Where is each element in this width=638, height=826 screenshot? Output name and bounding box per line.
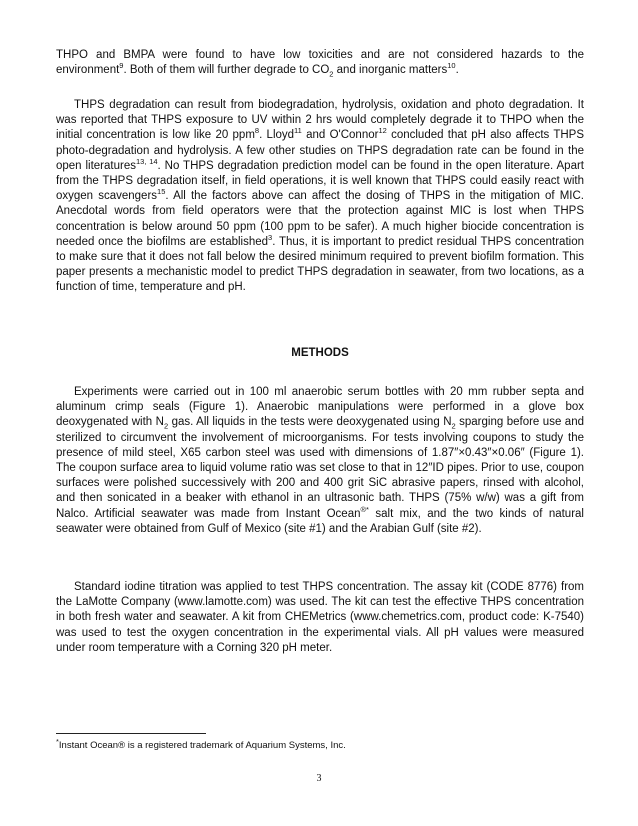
text-run: salt mix, and the two kinds of natural seawater were obtained from Gulf of Mexico (site #1) and the Arabian Gulf (site #2). — [56, 507, 584, 535]
text-run: concluded that pH also affects THPS photo-degradation and hydrolysis. A few other studies on THPS degradation rate can be found in the open literatures — [56, 129, 585, 172]
text-run: . Lloyd — [259, 129, 295, 142]
text-run: Experiments were carried out in 100 ml anaerobic serum bottles with 20 mm rubber septa and aluminum crimp seals (Figure 1). Anaerobic manipulations were performed in a glove box deoxygenated with N — [56, 386, 584, 429]
footnote-text: Instant Ocean® is a registered trademark of Aquarium Systems, Inc. — [58, 740, 346, 751]
paragraph-toxicity — [56, 48, 584, 78]
text-run: THPO and BMPA were found to have low toxicities and are not considered hazards to the environment — [56, 49, 584, 77]
citation-ref: 11 — [294, 126, 302, 136]
citation-ref: 13, 14 — [135, 156, 158, 166]
text-run: and O'Connor — [301, 129, 379, 142]
citation-ref: 15 — [157, 187, 166, 197]
text-run: . No THPS degradation prediction model can be found in the open literature. Apart from the THPS degradation itself, in field operations, it is well known that THPS could easily react with oxygen scavengers — [56, 159, 584, 203]
text-run: . Thus, it is important to predict residual THPS concentration to make sure that it does not fall below the desired minimum required to prevent biofilm formation. This paper presents a mechanistic model to predict THPS degradation in seawater, from two locations, as a function of time, temperature and pH. — [56, 235, 584, 294]
subscript: 2 — [451, 421, 456, 431]
paragraph-experiments — [56, 385, 584, 537]
text-run: and inorganic matters — [333, 64, 448, 77]
trademark-ref: ®* — [360, 504, 369, 514]
citation-ref: 10 — [447, 61, 456, 71]
footnote-marker: * — [56, 736, 59, 746]
page-number: 3 — [316, 773, 322, 784]
footnote-divider — [56, 733, 206, 734]
text-run: gas. All liquids in the tests were deoxygenated using N — [168, 416, 452, 429]
citation-ref: 9 — [119, 61, 124, 71]
paragraph-titration: Standard iodine titration was applied to test THPS concentration. The assay kit (CODE 8776) from the LaMotte Company (www.lamotte.com) was used. The kit can test the effective THPS concentration in both fresh water and seawater. A kit from CHEMetrics (www.chemetrics.com, product code: K-7540) was used to test the oxygen concentration in the experimental vials. All pH values were measured under room temperature with a Corning 320 pH meter. — [56, 581, 584, 654]
text-run: THPS degradation can result from biodegradation, hydrolysis, oxidation and photo degradation. It was reported that THPS exposure to UV within 2 hrs would completely degrade it to THPO when the initial concentration is low like 20 ppm — [56, 99, 584, 142]
text-run: . All the factors above can affect the dosing of THPS in the mitigation of MIC. Anecdotal words from field operators were that the protection against MIC is lost when THPS concentration is below around 50 ppm (100 ppm to be safer). A much higher biocide concentration is needed once the biofilms are established — [56, 190, 584, 248]
text-run: . Both of them will further degrade to CO — [123, 64, 330, 77]
citation-ref: 8 — [254, 126, 260, 136]
subscript: 2 — [163, 421, 169, 431]
text-run: sparging before use and sterilized to circumvent the involvement of microorganisms. For tests involving coupons to study the presence of mild steel, X65 carbon steel was used with dimensions of 1.87″×0.43″×0.06″ (Figure 1). The coupon surface area to liquid volume ratio was set close to that in 12″ID pipes. Prior to use, coupon surfaces were polished successively with 200 and 400 grit SiC abrasive papers, rinsed with alcohol, and then sonicated in a beaker with ethanol in an ultrasonic bath. THPS (75% w/w) was a gift from Nalco. Artificial seawater was made from Instant Ocean — [56, 416, 584, 520]
text-run: . — [455, 64, 459, 77]
subscript: 2 — [329, 69, 334, 79]
footnote — [56, 736, 346, 751]
section-heading-methods: METHODS — [291, 347, 349, 359]
citation-ref: 12 — [378, 126, 387, 136]
paragraph-degradation — [56, 98, 584, 296]
citation-ref: 3 — [268, 233, 273, 242]
